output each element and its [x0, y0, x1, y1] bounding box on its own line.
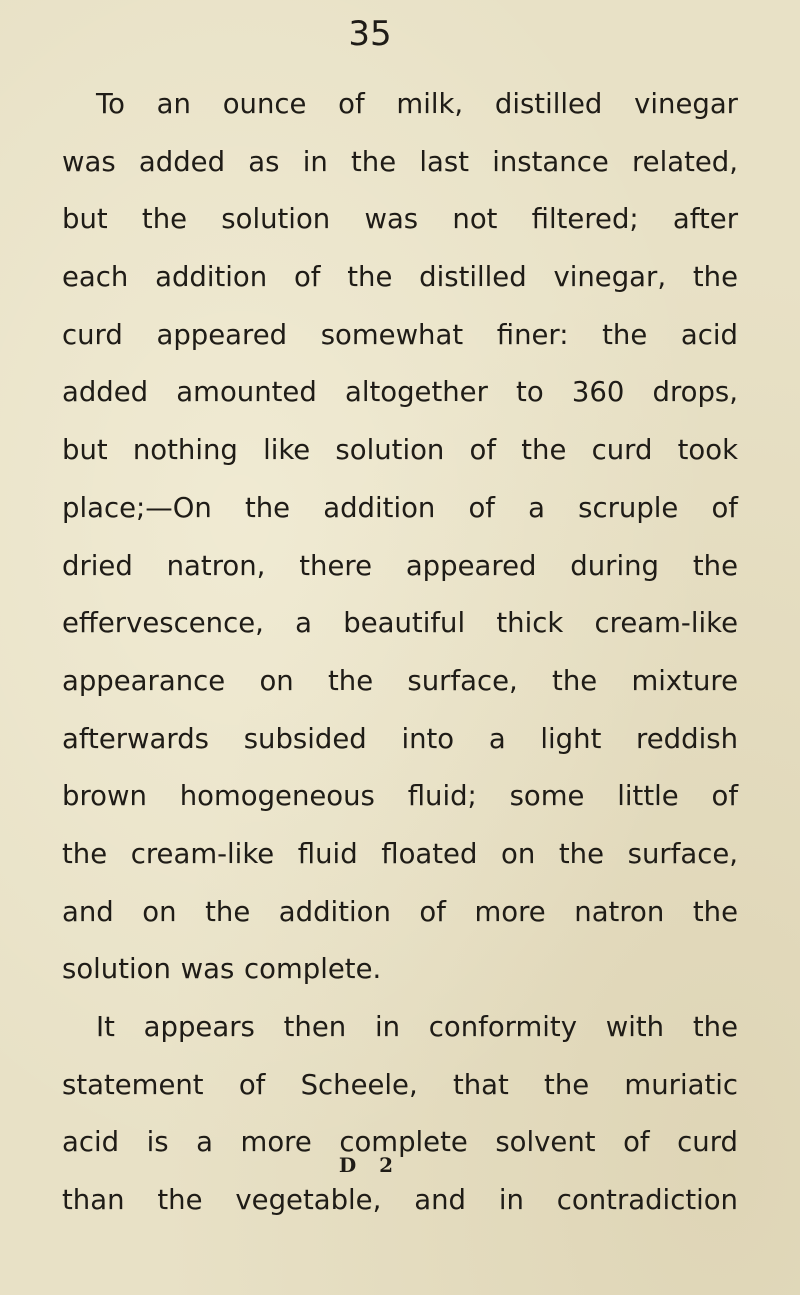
text-line: and on the addition of more natron the [62, 895, 738, 928]
text-line: each addition of the distilled vinegar, the [62, 261, 738, 294]
text-line: was added as in the last instance related, [62, 145, 738, 178]
text-line: afterwards subsided into a light reddish [62, 722, 738, 755]
text-line: the cream-like fluid floated on the surface, [62, 837, 738, 870]
text-line: brown homogeneous fluid; some little of [62, 780, 738, 813]
text-line: but nothing like solution of the curd took [62, 434, 738, 467]
text-line: appearance on the surface, the mixture [62, 664, 738, 697]
text-line: than the vegetable, and in contradiction [62, 1184, 738, 1217]
text-line: but the solution was not filtered; after [62, 203, 738, 236]
text-line: effervescence, a beautiful thick cream-like [62, 607, 738, 640]
text-line: dried natron, there appeared during the [62, 549, 738, 582]
text-line: acid is a more complete solvent of curd [62, 1126, 738, 1159]
text-line: added amounted altogether to 360 drops, [62, 376, 738, 409]
text-line: place;—On the addition of a scruple of [62, 491, 738, 524]
text-line: It appears then in conformity with the [96, 1011, 738, 1043]
text-line: curd appeared somewhat finer: the acid [62, 318, 738, 351]
text-line: solution was complete. [62, 953, 382, 986]
text-line: To an ounce of milk, distilled vinegar [96, 88, 738, 120]
page-number: 35 [348, 14, 392, 54]
body-text [62, 76, 738, 1230]
signature-mark: D 2 [338, 1153, 402, 1177]
text-line: statement of Scheele, that the muriatic [62, 1068, 738, 1101]
